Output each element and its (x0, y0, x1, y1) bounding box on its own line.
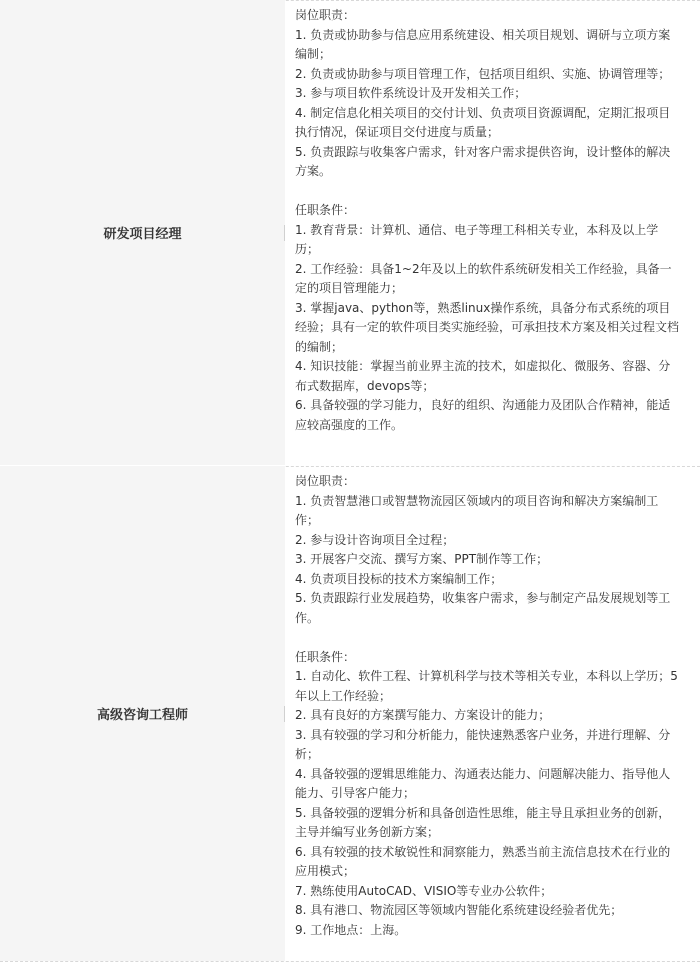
job-title-cell (0, 466, 285, 961)
job-title: 研发项目经理 (103, 227, 182, 242)
requirement-item: 4. 知识技能：掌握当前业界主流的技术，如虚拟化、微服务、容器、分布式数据库，devops等； (295, 359, 671, 393)
duties-heading: 岗位职责： (295, 8, 356, 22)
job-row (0, 466, 700, 961)
requirement-item: 3. 掌握java、python等，熟悉linux操作系统，具备分布式系统的项目经验；具有一定的软件项目类实施经验，可承担技术方案及相关过程文档的编制； (295, 300, 680, 354)
requirement-item: 2. 工作经验：具备1~2年及以上的软件系统研发相关工作经验，具备一定的项目管理能力； (295, 261, 672, 295)
cell-divider (284, 225, 285, 241)
duty-item: 4. 负责项目投标的技术方案编制工作； (295, 571, 503, 586)
job-description-cell (285, 0, 700, 465)
requirement-item: 6. 具有较强的技术敏锐性和洞察能力，熟悉当前主流信息技术在行业的应用模式； (295, 844, 671, 878)
requirement-item: 1. 教育背景：计算机、通信、电子等理工科相关专业，本科及以上学历； (295, 222, 659, 256)
requirement-item: 8. 具有港口、物流园区等领域内智能化系统建设经验者优先； (295, 903, 623, 917)
job-row (0, 0, 700, 465)
duty-item: 1. 负责或协助参与信息应用系统建设、相关项目规划、调研与立项方案编制； (295, 27, 671, 61)
requirement-item: 6. 具备较强的学习能力，良好的组织、沟通能力及团队合作精神，能适应较高强度的工作。 (295, 398, 671, 432)
requirement-item: 3. 具有较强的学习和分析能力，能快速熟悉客户业务，并进行理解、分析； (295, 727, 671, 761)
cell-divider (284, 706, 285, 722)
requirement-item: 2. 具有良好的方案撰写能力、方案设计的能力； (295, 708, 551, 722)
duty-item: 2. 负责或协助参与项目管理工作，包括项目组织、实施、协调管理等； (295, 66, 671, 81)
duty-item: 4. 制定信息化相关项目的交付计划、负责项目资源调配，定期汇报项目执行情况，保证项目交付进度与质量； (295, 105, 671, 139)
job-description-cell (285, 466, 700, 961)
requirement-item: 7. 熟练使用AutoCAD、VISIO等专业办公软件； (295, 883, 553, 898)
duty-item: 5. 负责跟踪行业发展趋势，收集客户需求，参与制定产品发展规划等工作。 (295, 591, 671, 625)
duty-item: 3. 参与项目软件系统设计及开发相关工作； (295, 86, 527, 100)
requirement-item: 1. 自动化、软件工程、计算机科学与技术等相关专业，本科以上学历；5年以上工作经验； (295, 669, 678, 703)
requirements-heading: 任职条件： (295, 649, 356, 664)
job-title-cell (0, 0, 285, 465)
duties-heading: 岗位职责： (295, 474, 356, 488)
requirement-item: 5. 具备较强的逻辑分析和具备创造性思维，能主导且承担业务的创新，主导并编写业务创新方案； (295, 805, 671, 839)
duty-item: 1. 负责智慧港口或智慧物流园区领域内的项目咨询和解决方案编制工作； (295, 493, 659, 527)
requirement-item: 9. 工作地点：上海。 (295, 922, 407, 937)
job-title: 高级咨询工程师 (96, 708, 188, 723)
duty-item: 2. 参与设计咨询项目全过程； (295, 532, 455, 547)
duty-item: 3. 开展客户交流、撰写方案、PPT制作等工作； (295, 552, 549, 566)
requirement-item: 4. 具备较强的逻辑思维能力、沟通表达能力、问题解决能力、指导他人能力、引导客户能力； (295, 766, 671, 800)
duty-item: 5. 负责跟踪与收集客户需求，针对客户需求提供咨询，设计整体的解决方案。 (295, 144, 671, 178)
requirements-heading: 任职条件： (295, 203, 356, 217)
